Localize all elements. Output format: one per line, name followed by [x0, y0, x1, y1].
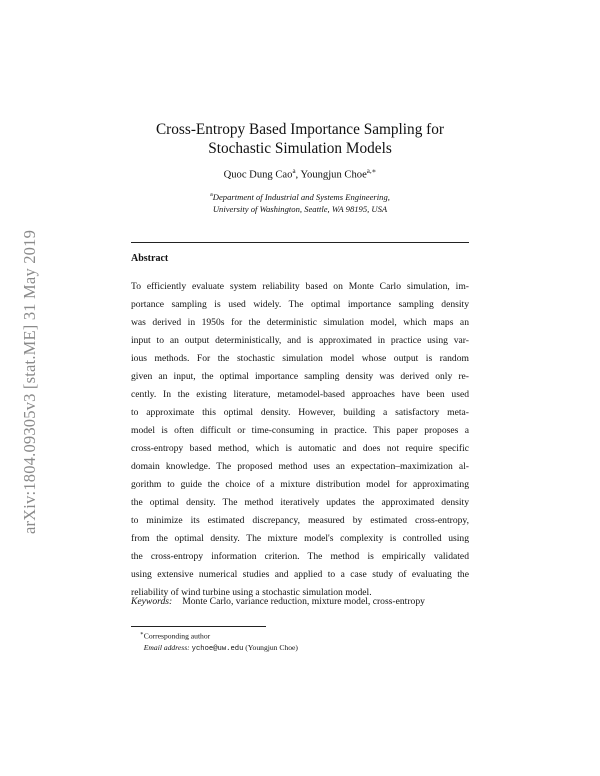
footnote-corresponding [140, 629, 298, 642]
paper-title [100, 120, 500, 158]
author-list [100, 167, 500, 181]
abstract-line: the cross-entropy information criterion. The method is empirically validated [131, 551, 469, 562]
footnote-mark: ∗ [140, 631, 144, 637]
abstract-line: gorithm to guide the choice of a mixture distribution model for approximating [131, 479, 469, 490]
abstract-line: cross-entropy based method, which is automatic and does not require specific [131, 443, 469, 454]
author-1-name: Quoc Dung Cao [223, 169, 293, 181]
abstract-body [131, 278, 469, 602]
title-line-2: Stochastic Simulation Models [208, 140, 392, 157]
abstract-line: from the optimal density. The mixture model's complexity is controlled using [131, 533, 469, 544]
footnote [140, 629, 298, 655]
abstract-line: cently. In the existing literature, metamodel-based approaches have been used [131, 389, 469, 400]
keywords [131, 596, 469, 607]
abstract-line: using extensive numerical studies and applied to a case study of evaluating the [131, 569, 469, 580]
author-1-affil-mark: a [292, 167, 296, 175]
affiliation-mark: a [210, 192, 213, 198]
abstract-line: input to an output deterministically, and is approximated in practice using var- [131, 335, 469, 346]
abstract-line: To efficiently evaluate system reliability based on Monte Carlo simulation, im- [131, 281, 469, 292]
arxiv-identifier-stamp [10, 182, 50, 582]
abstract-line: to minimize its estimated discrepancy, measured by estimated cross-entropy, [131, 515, 469, 526]
abstract-line: given an input, the optimal importance sampling density was derived only re- [131, 371, 469, 382]
keywords-label: Keywords: [131, 596, 173, 607]
author-2-affil-mark: a,∗ [366, 167, 377, 175]
abstract-line: model is often difficult or time-consuming in practice. This paper proposes a [131, 425, 469, 436]
abstract-top-rule [131, 242, 469, 243]
abstract-line: was derived in 1950s for the deterministic simulation model, which maps an [131, 317, 469, 328]
email-link[interactable]: ychoe@uw.edu [191, 644, 244, 653]
affiliation-line-1-text: Department of Industrial and Systems Engineering, [212, 191, 390, 202]
footnote-email-row [140, 642, 298, 655]
abstract-line: to approximate this optimal density. However, building a satisfactory meta- [131, 407, 469, 418]
abstract-line: reliability of wind turbine using a stochastic simulation model. [131, 587, 372, 598]
author-separator: , [295, 169, 301, 181]
keywords-text: Monte Carlo, variance reduction, mixture model, cross-entropy [182, 596, 425, 607]
affiliation-line-1 [100, 189, 500, 203]
email-label: Email address: [143, 642, 190, 652]
email-owner: (Youngjun Choe) [245, 642, 298, 652]
abstract-heading: Abstract [131, 253, 169, 264]
abstract-line: portance sampling is used widely. The optimal importance sampling density [131, 299, 469, 310]
abstract-line: domain knowledge. The proposed method uses an expectation–maximization al- [131, 461, 469, 472]
affiliation-line-2: University of Washington, Seattle, WA 98195, USA [212, 203, 388, 214]
author-2-name: Youngjun Choe [300, 169, 367, 181]
abstract-line: the optimal density. The method iteratively updates the approximated density [131, 497, 469, 508]
footnote-rule [131, 626, 266, 627]
abstract-line: ious methods. For the stochastic simulation model whose output is random [131, 353, 469, 364]
corresponding-author-text: Corresponding author [143, 631, 211, 641]
title-line-1: Cross-Entropy Based Importance Sampling for [155, 121, 445, 138]
arxiv-identifier-text: arXiv:1804.09305v3 [stat.ME] 31 May 2019 [20, 229, 39, 535]
affiliation [100, 189, 500, 215]
